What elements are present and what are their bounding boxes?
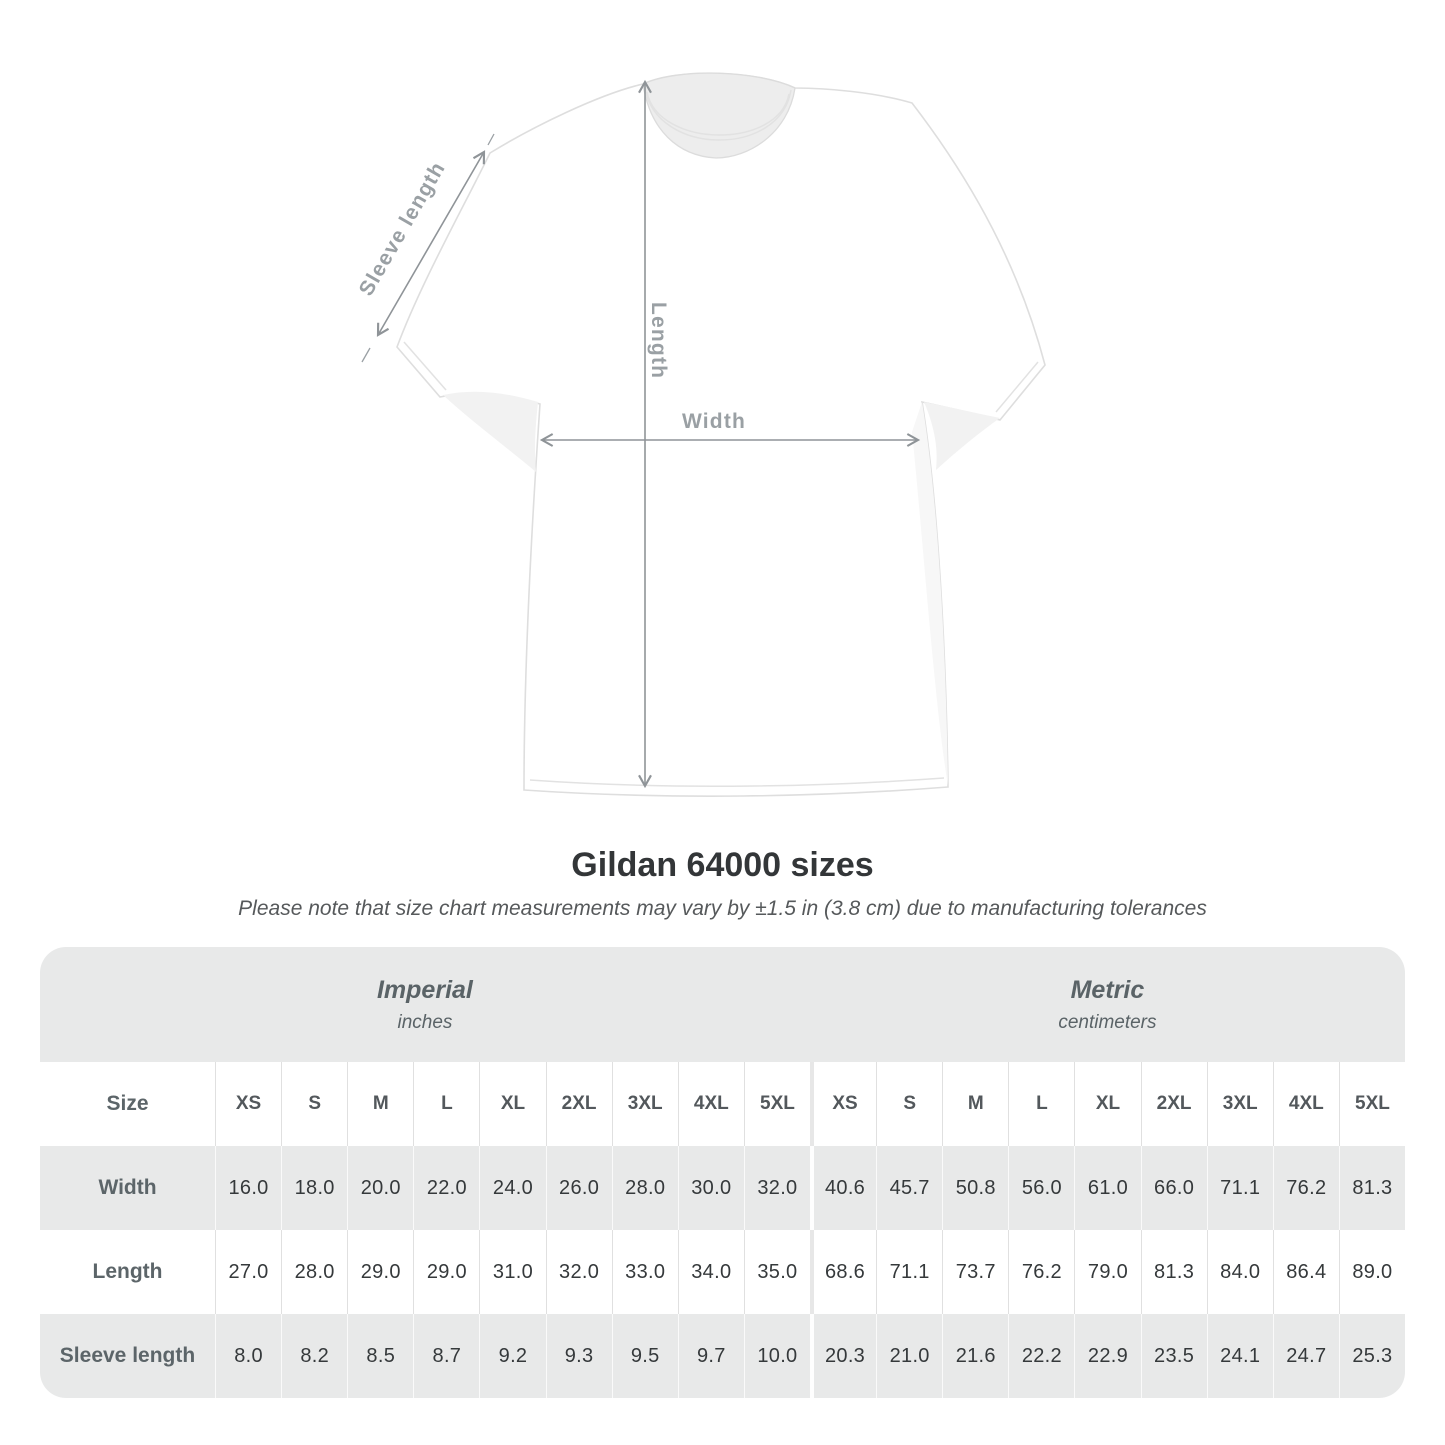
size-header-cell: 2XL <box>546 1062 612 1146</box>
value-cell: 8.0 <box>215 1314 281 1398</box>
value-cell: 29.0 <box>347 1230 413 1314</box>
value-cell: 84.0 <box>1207 1230 1273 1314</box>
value-cell: 24.7 <box>1273 1314 1339 1398</box>
value-cell: 10.0 <box>744 1314 810 1398</box>
value-cell: 9.2 <box>479 1314 545 1398</box>
size-header-cell: L <box>1008 1062 1074 1146</box>
value-cell: 81.3 <box>1339 1146 1405 1230</box>
value-cell: 66.0 <box>1141 1146 1207 1230</box>
value-cell: 32.0 <box>546 1230 612 1314</box>
value-cell: 20.0 <box>347 1146 413 1230</box>
size-header-cell: XL <box>1074 1062 1140 1146</box>
page-title: Gildan 64000 sizes <box>571 846 874 884</box>
value-cell: 25.3 <box>1339 1314 1405 1398</box>
size-header-cell: 4XL <box>1273 1062 1339 1146</box>
size-header-cell: XL <box>479 1062 545 1146</box>
row-label-width: Width <box>98 1176 157 1199</box>
size-header-cell: 3XL <box>612 1062 678 1146</box>
sleeve-length-row <box>40 1314 1405 1398</box>
imperial-unit: inches <box>397 1011 453 1033</box>
size-header-cell: L <box>413 1062 479 1146</box>
size-header-cell: S <box>281 1062 347 1146</box>
value-cell: 71.1 <box>1207 1146 1273 1230</box>
table-unit-header <box>40 947 1405 1062</box>
value-cell: 28.0 <box>281 1230 347 1314</box>
value-cell: 34.0 <box>678 1230 744 1314</box>
value-cell: 27.0 <box>215 1230 281 1314</box>
value-cell: 33.0 <box>612 1230 678 1314</box>
value-cell: 56.0 <box>1008 1146 1074 1230</box>
size-chart-table <box>40 947 1405 1398</box>
value-cell: 22.0 <box>413 1146 479 1230</box>
value-cell: 76.2 <box>1008 1230 1074 1314</box>
size-header-cell: 4XL <box>678 1062 744 1146</box>
value-cell: 30.0 <box>678 1146 744 1230</box>
value-cell: 21.6 <box>942 1314 1008 1398</box>
size-header-row <box>40 1062 1405 1146</box>
row-label-length: Length <box>92 1260 163 1283</box>
value-cell: 32.0 <box>744 1146 810 1230</box>
tolerance-note: Please note that size chart measurements may vary by ±1.5 in (3.8 cm) due to manufacturing tolerances <box>238 897 1207 920</box>
value-cell: 61.0 <box>1074 1146 1140 1230</box>
size-header-cell: 3XL <box>1207 1062 1273 1146</box>
value-cell: 24.0 <box>479 1146 545 1230</box>
imperial-title: Imperial <box>376 975 473 1004</box>
value-cell: 9.3 <box>546 1314 612 1398</box>
value-cell: 71.1 <box>876 1230 942 1314</box>
value-cell: 18.0 <box>281 1146 347 1230</box>
left-armpit-shadow <box>443 392 538 472</box>
value-cell: 45.7 <box>876 1146 942 1230</box>
size-header-cell: M <box>942 1062 1008 1146</box>
value-cell: 86.4 <box>1273 1230 1339 1314</box>
value-cell: 73.7 <box>942 1230 1008 1314</box>
width-row <box>40 1146 1405 1230</box>
value-cell: 8.2 <box>281 1314 347 1398</box>
size-header-cell: S <box>876 1062 942 1146</box>
value-cell: 8.5 <box>347 1314 413 1398</box>
value-cell: 24.1 <box>1207 1314 1273 1398</box>
metric-title: Metric <box>1070 975 1145 1004</box>
value-cell: 23.5 <box>1141 1314 1207 1398</box>
value-cell: 40.6 <box>810 1146 876 1230</box>
value-cell: 35.0 <box>744 1230 810 1314</box>
length-row <box>40 1230 1405 1314</box>
value-cell: 20.3 <box>810 1314 876 1398</box>
metric-section-header <box>810 947 1405 1062</box>
value-cell: 22.2 <box>1008 1314 1074 1398</box>
size-header-cell: 2XL <box>1141 1062 1207 1146</box>
sleeve-length-label: Sleeve length <box>354 157 451 300</box>
value-cell: 79.0 <box>1074 1230 1140 1314</box>
value-cell: 28.0 <box>612 1146 678 1230</box>
size-header-cell: XS <box>810 1062 876 1146</box>
value-cell: 9.5 <box>612 1314 678 1398</box>
value-cell: 22.9 <box>1074 1314 1140 1398</box>
size-header-cell: M <box>347 1062 413 1146</box>
metric-unit: centimeters <box>1058 1011 1157 1033</box>
value-cell: 50.8 <box>942 1146 1008 1230</box>
value-cell: 26.0 <box>546 1146 612 1230</box>
value-cell: 31.0 <box>479 1230 545 1314</box>
size-header-cell: 5XL <box>744 1062 810 1146</box>
value-cell: 29.0 <box>413 1230 479 1314</box>
value-cell: 9.7 <box>678 1314 744 1398</box>
width-label: Width <box>681 410 747 433</box>
imperial-section-header <box>40 947 810 1062</box>
size-column-label: Size <box>106 1092 149 1115</box>
length-label: Length <box>647 302 670 380</box>
row-label-sleeve-length: Sleeve length <box>59 1344 196 1367</box>
size-header-cell: XS <box>215 1062 281 1146</box>
value-cell: 81.3 <box>1141 1230 1207 1314</box>
value-cell: 68.6 <box>810 1230 876 1314</box>
value-cell: 16.0 <box>215 1146 281 1230</box>
value-cell: 21.0 <box>876 1314 942 1398</box>
size-header-cell: 5XL <box>1339 1062 1405 1146</box>
value-cell: 89.0 <box>1339 1230 1405 1314</box>
value-cell: 8.7 <box>413 1314 479 1398</box>
value-cell: 76.2 <box>1273 1146 1339 1230</box>
